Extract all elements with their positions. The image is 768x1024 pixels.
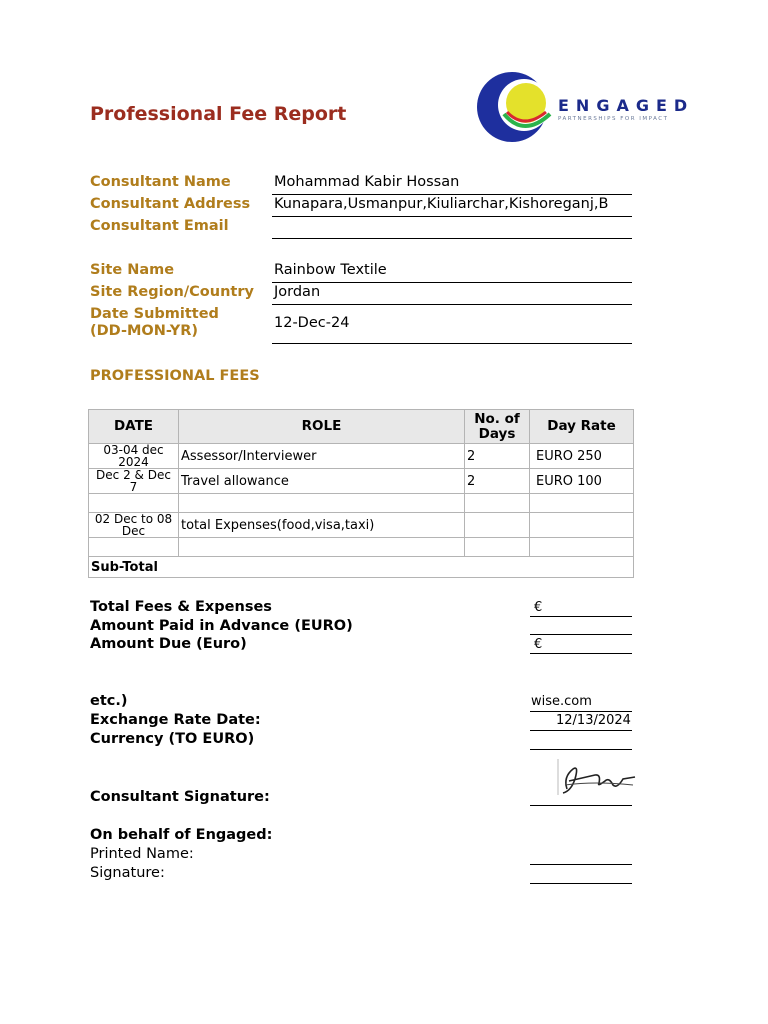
total-fees-label: Total Fees & Expenses [90, 599, 272, 615]
table-row [89, 469, 634, 494]
row-date [89, 538, 179, 557]
site-region-line [272, 304, 632, 305]
consultant-name-line [272, 194, 632, 195]
consultant-email-line [272, 238, 632, 239]
fees-table [88, 409, 634, 578]
currency-line [530, 749, 632, 750]
consultant-address-value: Kunapara,Usmanpur,Kiuliarchar,Kishoreganj,B [274, 196, 609, 212]
consultant-signature-image [555, 755, 635, 801]
amount-due-value: € [534, 637, 543, 652]
consultant-name-label: Consultant Name [90, 174, 231, 190]
engaged-signature-line [530, 883, 632, 884]
row-days [465, 513, 530, 538]
consultant-name-value: Mohammad Kabir Hossan [274, 174, 460, 190]
row-days: 2 [465, 469, 530, 494]
logo-text: ENGAGED [558, 96, 695, 115]
total-fees-line [530, 616, 632, 617]
consultant-address-label: Consultant Address [90, 196, 251, 212]
professional-fees-heading: PROFESSIONAL FEES [90, 368, 260, 384]
row-rate: EURO 250 [530, 444, 634, 469]
days-column-header [465, 410, 530, 444]
subtotal-row [89, 557, 634, 578]
advance-paid-label: Amount Paid in Advance (EURO) [90, 618, 353, 634]
exchange-source-value: wise.com [531, 694, 592, 709]
total-fees-value: € [534, 600, 543, 615]
table-row [89, 538, 634, 557]
subtotal-label: Sub-Total [89, 557, 634, 578]
row-days [465, 494, 530, 513]
row-rate [530, 494, 634, 513]
consultant-signature-label: Consultant Signature: [90, 789, 270, 805]
consultant-email-label: Consultant Email [90, 218, 229, 234]
table-header-row [89, 410, 634, 444]
exchange-date-label: Exchange Rate Date: [90, 712, 261, 728]
engaged-logo-icon [474, 72, 554, 144]
days-header-line-2: Days [478, 425, 516, 442]
date-submitted-value: 12-Dec-24 [274, 315, 350, 331]
exchange-date-value: 12/13/2024 [556, 713, 631, 728]
row-rate: EURO 100 [530, 469, 634, 494]
date-column-header: DATE [89, 410, 179, 444]
printed-name-line [530, 864, 632, 865]
table-row [89, 444, 634, 469]
consultant-signature-line [530, 805, 632, 806]
site-name-line [272, 282, 632, 283]
row-days: 2 [465, 444, 530, 469]
row-days [465, 538, 530, 557]
row-date: 02 Dec to 08 Dec [89, 513, 179, 538]
row-role: total Expenses(food,visa,taxi) [179, 513, 465, 538]
amount-due-line [530, 653, 632, 654]
date-submitted-line [272, 343, 632, 344]
exchange-date-line [530, 730, 632, 731]
days-header-line-1: No. of [474, 410, 520, 427]
site-name-label: Site Name [90, 262, 175, 278]
row-role [179, 494, 465, 513]
role-column-header: ROLE [179, 410, 465, 444]
logo-subtext: PARTNERSHIPS FOR IMPACT [558, 116, 669, 122]
engaged-behalf-label: On behalf of Engaged: [90, 827, 273, 843]
table-row [89, 494, 634, 513]
row-date: Dec 2 & Dec 7 [89, 469, 179, 494]
row-date [89, 494, 179, 513]
exchange-source-line [530, 711, 632, 712]
printed-name-label: Printed Name: [90, 846, 194, 862]
row-rate [530, 538, 634, 557]
row-role [179, 538, 465, 557]
date-submitted-label: Date Submitted [90, 306, 219, 322]
site-region-label: Site Region/Country [90, 284, 254, 300]
rate-column-header: Day Rate [530, 410, 634, 444]
currency-label: Currency (TO EURO) [90, 731, 255, 747]
engaged-logo [474, 72, 695, 144]
table-row [89, 513, 634, 538]
site-name-value: Rainbow Textile [274, 262, 387, 278]
row-date: 03-04 dec 2024 [89, 444, 179, 469]
amount-due-label: Amount Due (Euro) [90, 636, 247, 652]
row-role: Assessor/Interviewer [179, 444, 465, 469]
date-format-label: (DD-MON-YR) [90, 323, 199, 339]
site-region-value: Jordan [274, 284, 321, 300]
page-title: Professional Fee Report [90, 103, 347, 125]
row-role: Travel allowance [179, 469, 465, 494]
row-rate [530, 513, 634, 538]
exchange-source-label: etc.) [90, 693, 128, 709]
engaged-signature-label: Signature: [90, 865, 165, 881]
consultant-address-line [272, 216, 632, 217]
advance-paid-line [530, 634, 632, 635]
